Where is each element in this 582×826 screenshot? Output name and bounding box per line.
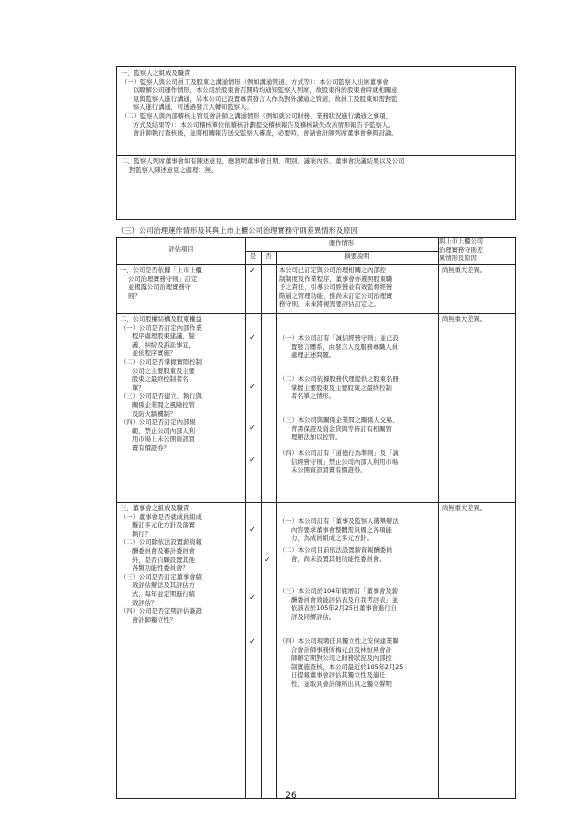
row1-check: ✓ [249,266,256,275]
row3-check: ✓ [264,555,271,564]
supervisor-line: 以瞭解公司運作情形，本公司於股東會召開時均通知監察人列席，故股東得於股東會時就相關意 [121,87,398,95]
row-divider [245,251,438,252]
row1-item: 一、公司是否依據「上市上櫃 公司治理實務守則」訂定 並揭露公司治理實務守 則？ [120,267,202,300]
row3-summary: （二）本公司目前依法設置薪資報酬委員 會，尚未設置其他功能性委員會。 [279,547,393,563]
row3-summary: （四）本公司現聘任具獨立性之安侯建業聯 合會計師事務所梅元貞及林恒昇會計 師辦定期對公司之財務狀況及內部控 制實施查核，本公司最近於105年2月25 日提報董事會評估其獨立性及適任 性，並取具會計師所出具之獨立聲明 [279,638,404,688]
row1-summary: 本公司已訂定與公司治理相關之內部控 制制度及作業程序，董事會亦選照股東職 予之責任，引導公司經營並有效監督經營 階層之管理功能，惟尚未訂定公司治理實 務守則，未來將視需要評估訂定之。 [279,267,393,309]
row-divider [117,502,516,503]
header-operation: 運作情形 [328,240,355,247]
row2-item: 二、公司股權結構及股東權益 （一）公司是否訂定內部作業 程序處理股東建議、疑 義、糾紛及訴訟事宜， 並依程序實施？ （二）公司是否掌握實際控制 公司之主要股東及主要 股東之最終控制者名 單？ （三）公司是否建立、執行與 關係企業間之風險控管 及防火牆機制？ （四）公司是否訂定內部規 範，禁止公司內部人利 用市場上未公開資訊買 賣有價證券？ [120,316,202,452]
supervisor-line: （一）監察人與公司員工及股東之溝通情形（例如溝通管道、方式等）：本公司監察人出席董事會 [121,78,389,86]
row2-summary: （三）本公司與關係企業間之關係人交易、 背書保證及資金貸與等皆訂有相關管 理辦法加以控管。 [279,417,399,442]
row3-difference: 尚無重大差異。 [442,505,487,512]
row2-check: ✓ [249,333,256,342]
row3-check: ✓ [249,637,256,646]
row2-check: ✓ [249,423,256,432]
row-divider [117,264,516,265]
header-difference: 與上市上櫃公司 治理實務守則差 異情形及原因 [439,238,484,263]
supervisor-row-divider [117,155,515,156]
supervisor-line: 會計師執行查核後，並將相關報告送交監察人審查，必要時，會請會計師列席董事會參與討論。 [121,130,398,138]
supervisor-line: 方式及結果等）：本公司稽核單位依稽核計劃提交稽核報告及稽核缺失改善情形報告予監察人。 [121,121,395,129]
supervisor-line: 察人進行溝通，可透過發言人轉知監察人。 [121,104,253,112]
row3-item: 三、董事會之組成及職責 （一）董事會是否就成員組成 擬訂多元化方針及落實 執行？ （二）公司除依法設置薪資報 酬委員會及審計委員會 外，是否自願設置其他 各類功能性委員會？ （三）公司是否訂定董事會績 效評估辦法及其評估方 式，每年並定期進行績 效評估？ （四）公司是否定期評估簽證 會計師獨立性？ [120,505,202,624]
row3-check: ✓ [249,525,256,534]
row3-summary: （一）本公司訂有「董事及監察人選舉辦法 內容要求董事會整體需具備之各項能 力，為成員組成之多元方針。 [279,518,399,543]
row2-check: ✓ [249,382,256,391]
header-summary: 摘要說明 [344,253,370,260]
row-divider [117,313,516,314]
supervisor-line: 一、監察人之組成及職責 [121,70,191,77]
supervisor-section-box [116,66,516,220]
col-divider [438,238,439,799]
supervisor-section-text-2 [121,158,404,175]
row2-summary: （四）本公司訂有「道德行為準則」及「誠 信經營守則」禁止公司內部人利用市場 未公開資訊買賣有價證券。 [279,450,399,475]
col-divider [245,238,246,799]
row2-summary: （二）本公司依據股務代理提供之股東名冊 掌握主要股東及主要股東之最終控制 者名單之情形。 [279,376,399,401]
row3-summary: （三）本公司於104年底增訂「董事會及薪 酬委員會效能評估表及自我考評表」並 依該表於105年2月25日董事會進行自 評及同儕評估。 [279,588,399,621]
supervisor-line: 見與監察人進行溝通，另本公司已設置專責發言人作為對外溝通之管道，故員工及股東如需對監 [121,95,398,103]
col-divider [261,251,262,799]
supervisor-line: （二）監察人與內部稽核主管及會計師之溝通情形（例如就公司財務、業務狀況進行溝通之事項、 [121,112,392,120]
governance-table [116,237,516,799]
col-divider [276,251,277,799]
row1-difference: 尚無重大差異。 [442,267,487,274]
header-item: 評估項目 [168,246,194,253]
row2-difference: 尚無重大差異。 [442,316,487,323]
row2-summary: （一）本公司訂有「誠信經營守則」並已設 置發言體系，由發言人及服務專職人員 處理正述問題。 [279,335,399,360]
header-yes: 是 [249,253,257,260]
row3-check: ✓ [249,593,256,602]
supervisor-line: 二、監察人列席董事會如有陳述意見，應敘明董事會日期、期別、議案內容、董事會決議結果以及公司 [121,158,405,165]
supervisor-line: 對監察人陳述意見之處理：無。 [121,166,218,174]
section-title: （三）公司治理運作情形及其與上市上櫃公司治理實務守則差異情形及原因 [117,226,358,235]
header-no: 否 [265,253,272,260]
page-number: 26 [285,791,297,801]
supervisor-section-text [121,70,397,139]
row2-check: ✓ [249,455,256,464]
